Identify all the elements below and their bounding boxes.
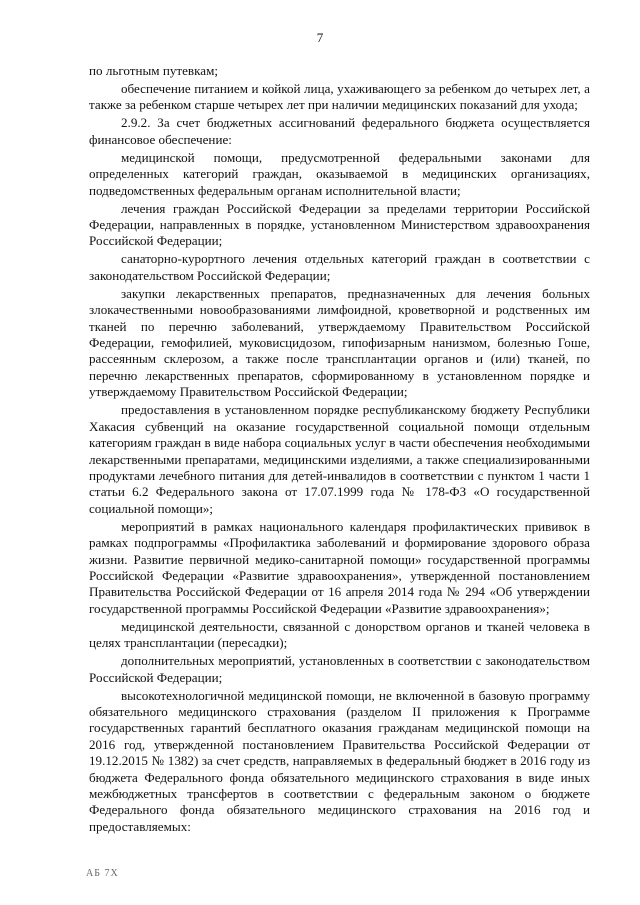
paragraph: предоставления в установленном порядке республиканскому бюджету Республики Хакасия субвенций на оказание государственной социальной помощи отдельным категориям граждан в виде набора социальных услуг в части обеспечения необходимыми лекарственными препаратами, медицинскими изделиями, а также специализированными продуктами лечебного питания для детей-инвалидов в соответствии с пунктом 1 части 1 статьи 6.2 Федерального закона от 17.07.1999 года № 178-ФЗ «О государственной социальной помощи»; <box>89 402 590 516</box>
paragraph: медицинской деятельности, связанной с донорством органов и тканей человека в целях трансплантации (пересадки); <box>89 618 590 651</box>
paragraph: обеспечение питанием и койкой лица, ухаживающего за ребенком до четырех лет, а также за ребенком старше четырех лет при наличии медицинских показаний для ухода; <box>89 81 590 113</box>
paragraph: высокотехнологичной медицинской помощи, не включенной в базовую программу обязательного медицинского страхования (разделом II приложения к Программе государственных гарантий бесплатного оказания гражданам медицинской помощи на 2016 год, утвержденной постановлением Правительства Российской Федерации от 19.12.2015 № 1382) за счет средств, направляемых в федеральный бюджет в 2016 году из бюджета Федерального фонда обязательного медицинского страхования в виде иных межбюджетных трансфертов в соответствии с федеральным законом о бюджете Федерального фонда обязательного медицинского страхования на 2016 год и предоставляемых: <box>89 687 590 834</box>
paragraph: медицинской помощи, предусмотренной федеральными законами для определенных категорий граждан, оказываемой в медицинских организациях, подведомственных федеральным органам исполнительной власти; <box>89 149 590 198</box>
paragraph: санаторно-курортного лечения отдельных категорий граждан в соответствии с законодательством Российской Федерации; <box>89 251 590 283</box>
paragraph: мероприятий в рамках национального календаря профилактических прививок в рамках подпрограммы «Профилактика заболеваний и формирование здорового образа жизни. Развитие первичной медико-санитарной помощи» государственной программы Российской Федерации «Развитие здравоохранения», утвержденной постановлением Правительства Российской Федерации от 16 апреля 2014 года № 294 «Об утверждении государственной программы Российской Федерации «Развитие здравоохранения»; <box>89 518 590 616</box>
paragraph: лечения граждан Российской Федерации за пределами территории Российской Федерации, направленных в порядке, установленном Министерством здравоохранения Российской Федерации; <box>89 200 590 249</box>
document-body <box>89 63 590 837</box>
footer-mark: АБ 7Х <box>86 868 119 879</box>
paragraph: закупки лекарственных препаратов, предназначенных для лечения больных злокачественными новообразованиями лимфоидной, кроветворной и родственных им тканей по перечню заболеваний, утверждаемому Правительством Российской Федерации, гемофилией, муковисцидозом, гипофизарным нанизмом, болезнью Гоше, рассеянным склерозом, а также после трансплантации органов и (или) тканей, по перечню лекарственных препаратов, сформированному в установленном порядке и утверждаемому Правительством Российской Федерации; <box>89 285 590 400</box>
page-number: 7 <box>316 30 324 45</box>
paragraph: дополнительных мероприятий, установленных в соответствии с законодательством Российской Федерации; <box>89 653 590 685</box>
paragraph: по льготным путевкам; <box>89 63 219 78</box>
paragraph: 2.9.2. За счет бюджетных ассигнований федерального бюджета осуществляется финансовое обеспечение: <box>89 115 590 147</box>
